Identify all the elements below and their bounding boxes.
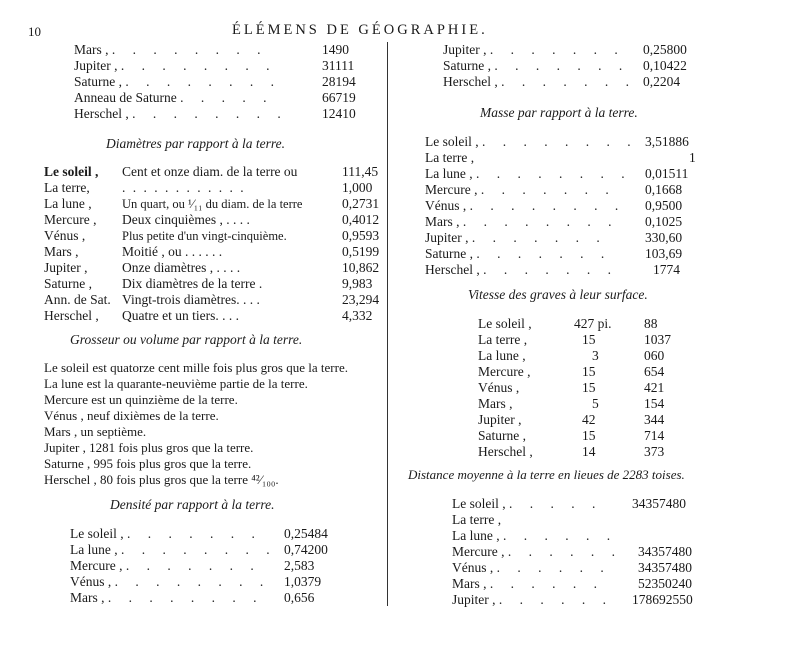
- table-row: Jupiter , . . . . . . 178692550: [452, 592, 693, 607]
- table-row: La lune , . . . . . . . . 0,01511: [425, 166, 689, 181]
- section-heading-masse: Masse par rapport à la terre.: [480, 105, 638, 120]
- list-item: Saturne , . . . . . . . . 28194: [74, 74, 356, 89]
- section-heading-vitesse: Vitesse des graves à leur surface.: [468, 287, 648, 302]
- list-item: Jupiter , . . . . . . . 0,25800: [443, 42, 687, 57]
- table-row: Mars , Moitié , ou . . . . . . 0,5199: [44, 244, 380, 259]
- table-row: Saturne , . . . . . . . 103,69: [425, 246, 683, 261]
- table-row: Mercure , . . . . . . 34357480: [452, 544, 692, 559]
- table-row: Jupiter , . . . . . . . 330,60: [425, 230, 683, 245]
- table-row: Vénus , . . . . . . 34357480: [452, 560, 692, 575]
- page-number: 10: [28, 24, 41, 39]
- table-row: Mercure , . . . . . . . 0,1668: [425, 182, 683, 197]
- table-row: Mars , . . . . . . 52350240: [452, 576, 692, 591]
- table-row: Herschel , Quatre et un tiers. . . . 4,332: [44, 308, 373, 323]
- list-item: Jupiter , . . . . . . . . 31111: [74, 58, 355, 73]
- text-line: Mercure est un quinzième de la terre.: [44, 392, 238, 407]
- table-row: Mercure , Deux cinquièmes , . . . . 0,4012: [44, 212, 380, 227]
- table-row: La lune , . . . . . .: [452, 528, 618, 543]
- table-row: Herschel , . . . . . . . 1774: [425, 262, 680, 277]
- table-row: Herschel , 14 373: [478, 444, 665, 459]
- table-row: Vénus , . . . . . . . . 0,9500: [425, 198, 683, 213]
- text-line: Mars , un septième.: [44, 424, 147, 439]
- table-row: Mercure , . . . . . . . 2,583: [70, 558, 315, 573]
- table-row: La lune , Un quart, ou ¹⁄₁₁ du diam. de la terre 0,2731: [44, 196, 380, 211]
- table-row: La terre , 15 1037: [478, 332, 671, 347]
- text-line: Herschel , 80 fois plus gros que la terre ⁴²⁄₁₀₀.: [44, 472, 279, 487]
- table-row: Mars , . . . . . . . . 0,1025: [425, 214, 683, 229]
- text-line: Le soleil est quatorze cent mille fois plus gros que la terre.: [44, 360, 348, 375]
- list-item: Herschel , . . . . . . . . 12410: [74, 106, 356, 121]
- running-title: ÉLÉMENS DE GÉOGRAPHIE.: [232, 22, 488, 38]
- table-row: La terre, . . . . . . . . . . . . 1,000: [44, 180, 373, 195]
- table-row: Vénus , 15 421: [478, 380, 665, 395]
- column-divider: [387, 42, 388, 606]
- table-row: Saturne , 15 714: [478, 428, 665, 443]
- list-item: Saturne , . . . . . . . 0,10422: [443, 58, 687, 73]
- section-heading-densite: Densité par rapport à la terre.: [110, 497, 275, 512]
- section-heading-distance: Distance moyenne à la terre en lieues de 2283 toises.: [408, 467, 685, 482]
- table-row: Le soleil , Cent et onze diam. de la terre ou 111,45: [44, 164, 379, 179]
- table-row: Saturne , Dix diamètres de la terre . 9,983: [44, 276, 373, 291]
- text-line: Saturne , 995 fois plus gros que la terre.: [44, 456, 252, 471]
- table-row: Le soleil , . . . . . 34357480: [452, 496, 686, 511]
- table-row: Le soleil , 427 pi. 88: [478, 316, 658, 331]
- table-row: Mercure , 15 654: [478, 364, 665, 379]
- table-row: Le soleil , . . . . . . . 0,25484: [70, 526, 328, 541]
- table-row: Vénus , . . . . . . . . 1,0379: [70, 574, 322, 589]
- table-row: Vénus , Plus petite d'un vingt-cinquième. 0,9593: [44, 228, 380, 243]
- list-item: Herschel , . . . . . . . 0,2204: [443, 74, 681, 89]
- table-row: La lune , . . . . . . . . 0,74200: [70, 542, 328, 557]
- table-row: La terre ,: [452, 512, 502, 527]
- table-row: Jupiter , Onze diamètres , . . . . 10,862: [44, 260, 380, 275]
- table-row: La lune , 3 060: [478, 348, 665, 363]
- section-heading-grosseur: Grosseur ou volume par rapport à la terre.: [70, 332, 303, 347]
- table-row: Ann. de Sat. Vingt-trois diamètres. . . . 23,294: [44, 292, 380, 307]
- table-row: Mars , 5 154: [478, 396, 665, 411]
- table-row: Mars , . . . . . . . . 0,656: [70, 590, 315, 605]
- text-line: La lune est la quarante-neuvième partie de la terre.: [44, 376, 308, 391]
- text-line: Vénus , neuf dixièmes de la terre.: [44, 408, 219, 423]
- section-heading-diametres: Diamètres par rapport à la terre.: [106, 136, 285, 151]
- list-item: Anneau de Saturne . . . . . 66719: [74, 90, 356, 105]
- text-line: Jupiter , 1281 fois plus gros que la terre.: [44, 440, 254, 455]
- table-row: La terre , 1: [425, 150, 696, 165]
- table-row: Le soleil , . . . . . . . . 3,51886: [425, 134, 689, 149]
- table-row: Jupiter , 42 344: [478, 412, 665, 427]
- list-item: Mars , . . . . . . . . 1490: [74, 42, 349, 57]
